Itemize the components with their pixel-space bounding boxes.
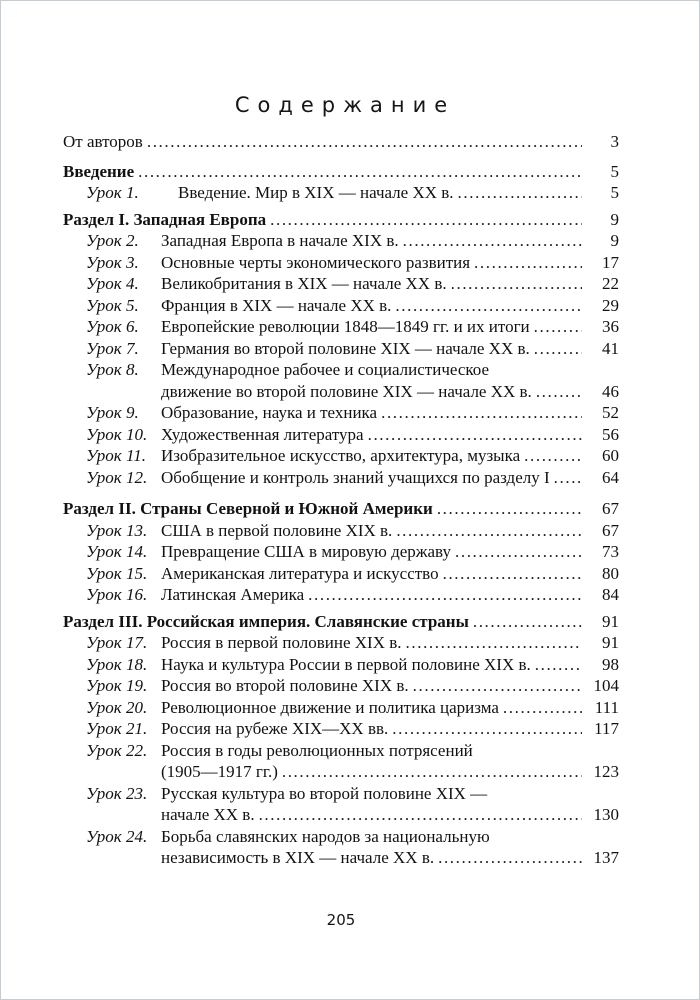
lesson-title-continued: начале XX в. xyxy=(161,805,255,824)
lesson-title-continued: движение во второй половине XIX — начале XX в. xyxy=(161,381,532,401)
dot-leader xyxy=(134,161,582,183)
page-number: 3 xyxy=(610,132,619,151)
page-number: 22 xyxy=(602,274,619,293)
dot-leader xyxy=(550,467,582,489)
lesson-label: Урок 5. xyxy=(86,295,139,315)
page-number: 91 xyxy=(602,611,619,631)
dot-leader xyxy=(439,563,582,585)
lesson-label: Урок 12. xyxy=(86,467,148,487)
toc-entry-urok-14 xyxy=(63,541,619,563)
page-number: 67 xyxy=(602,499,619,518)
dot-leader xyxy=(409,675,582,697)
section-title: Раздел II. Страны Северной и Южной Америки xyxy=(63,499,433,518)
toc-entry-urok-24-line2 xyxy=(63,847,619,869)
toc-entry-urok-16 xyxy=(63,584,619,606)
lesson-title: Революционное движение и политика царизма xyxy=(161,697,499,717)
lesson-title: Борьба славянских народов за национальную xyxy=(161,826,490,846)
toc-entry-urok-19 xyxy=(63,675,619,697)
lesson-title-continued: независимость в XIX — начале XX в. xyxy=(161,848,435,867)
lesson-title: Введение. Мир в XIX — начале XX в. xyxy=(178,183,454,202)
toc-section-razdel-1 xyxy=(63,209,619,231)
page-number: 117 xyxy=(594,719,619,738)
toc-entry-urok-22-line2 xyxy=(63,761,619,783)
lesson-label: Урок 14. xyxy=(86,542,148,561)
lesson-title: Образование, наука и техника xyxy=(161,403,378,422)
toc-entry-urok-13 xyxy=(63,520,619,542)
page-number: 98 xyxy=(602,654,619,674)
page-number: 9 xyxy=(610,231,619,250)
entry-title: От авторов xyxy=(63,132,143,151)
page-number: 41 xyxy=(602,338,619,358)
lesson-title: Германия во второй половине XIX — начале XX в. xyxy=(161,338,530,358)
page-number: 130 xyxy=(593,805,619,824)
section-title: Раздел III. Российская империя. Славянские страны xyxy=(63,611,469,631)
lesson-label: Урок 1. xyxy=(86,183,139,202)
page-number: 80 xyxy=(602,563,619,583)
lesson-label: Урок 23. xyxy=(86,783,148,803)
lesson-label: Урок 10. xyxy=(86,424,148,444)
dot-leader xyxy=(469,611,582,633)
toc-entry-urok-3 xyxy=(63,252,619,274)
lesson-title: Превращение США в мировую державу xyxy=(161,542,451,561)
lesson-title: Россия на рубеже XIX—XX вв. xyxy=(161,719,389,738)
lesson-title: Латинская Америка xyxy=(161,585,305,604)
dot-leader xyxy=(255,804,582,826)
toc-entry-ot-avtorov xyxy=(63,131,619,153)
page-number: 56 xyxy=(602,424,619,444)
dot-leader xyxy=(402,632,582,654)
lesson-label: Урок 17. xyxy=(86,633,148,652)
toc-entry-urok-10 xyxy=(63,424,619,446)
lesson-title: Европейские революции 1848—1849 гг. и их итоги xyxy=(161,317,530,336)
lesson-label: Урок 16. xyxy=(86,585,148,604)
dot-leader xyxy=(143,131,582,153)
dot-leader xyxy=(531,654,582,676)
dot-leader xyxy=(499,697,582,719)
dot-leader xyxy=(399,230,582,252)
page-number: 104 xyxy=(593,676,619,695)
lesson-label: Урок 11. xyxy=(86,446,146,465)
dot-leader xyxy=(391,295,582,317)
page-number: 123 xyxy=(593,762,619,781)
lesson-label: Урок 15. xyxy=(86,563,148,583)
toc-entry-urok-18 xyxy=(63,654,619,676)
lesson-title: Обобщение и контроль знаний учащихся по разделу I xyxy=(161,467,550,487)
toc-section-razdel-2 xyxy=(63,498,619,520)
lesson-label: Урок 6. xyxy=(86,317,139,336)
dot-leader xyxy=(266,209,582,231)
toc-entry-urok-8 xyxy=(63,359,619,381)
toc-entry-urok-2 xyxy=(63,230,619,252)
lesson-title: Основные черты экономического развития xyxy=(161,252,471,272)
toc-entry-urok-21 xyxy=(63,718,619,740)
lesson-label: Урок 13. xyxy=(86,520,148,540)
toc-entry-urok-24 xyxy=(63,826,619,848)
lesson-label: Урок 20. xyxy=(86,697,148,717)
section-title: Раздел I. Западная Европа xyxy=(63,209,267,229)
toc-entry-urok-4 xyxy=(63,273,619,295)
toc-entry-urok-8-line2 xyxy=(63,381,619,403)
lesson-label: Урок 18. xyxy=(86,654,148,674)
lesson-label: Урок 24. xyxy=(86,826,148,846)
lesson-label: Урок 9. xyxy=(86,403,139,422)
dot-leader xyxy=(454,182,582,204)
toc-entry-urok-20 xyxy=(63,697,619,719)
toc-entry-urok-1 xyxy=(63,182,619,204)
dot-leader xyxy=(520,445,582,467)
dot-leader xyxy=(451,541,582,563)
lesson-title: Изобразительное искусство, архитектура, музыка xyxy=(161,446,521,465)
page-number: 36 xyxy=(602,317,619,336)
dot-leader xyxy=(304,584,582,606)
toc-section-vvedenie xyxy=(63,161,619,183)
toc-entry-urok-12 xyxy=(63,467,619,489)
page-number: 64 xyxy=(602,467,619,487)
lesson-title-continued: (1905—1917 гг.) xyxy=(161,762,278,781)
dot-leader xyxy=(532,381,582,403)
lesson-title: Россия в годы революционных потрясений xyxy=(161,740,473,760)
page-number: 9 xyxy=(610,209,619,229)
lesson-title: Американская литература и искусство xyxy=(161,563,439,583)
page-number: 52 xyxy=(602,403,619,422)
lesson-title: Россия во второй половине XIX в. xyxy=(161,676,409,695)
dot-leader xyxy=(530,316,582,338)
toc-entry-urok-5 xyxy=(63,295,619,317)
page-number: 60 xyxy=(602,446,619,465)
dot-leader xyxy=(377,402,582,424)
lesson-title: Наука и культура России в первой половине XIX в. xyxy=(161,654,531,674)
dot-leader xyxy=(530,338,582,360)
dot-leader xyxy=(433,498,582,520)
toc-section-razdel-3 xyxy=(63,611,619,633)
page-number: 5 xyxy=(610,161,619,181)
lesson-title: Художественная литература xyxy=(161,424,364,444)
dot-leader xyxy=(470,252,582,274)
toc-entry-urok-17 xyxy=(63,632,619,654)
page-number: 137 xyxy=(593,848,619,867)
lesson-label: Урок 2. xyxy=(86,231,139,250)
toc-entry-urok-15 xyxy=(63,563,619,585)
page-number: 5 xyxy=(610,183,619,202)
dot-leader xyxy=(392,520,582,542)
page-title: Содержание xyxy=(234,93,456,117)
page-number: 29 xyxy=(602,295,619,315)
toc-entry-urok-23 xyxy=(63,783,619,805)
lesson-title: США в первой половине XIX в. xyxy=(161,520,393,540)
toc-entry-urok-7 xyxy=(63,338,619,360)
lesson-title: Великобритания в XIX — начале XX в. xyxy=(161,274,447,293)
page-number: 67 xyxy=(602,520,619,540)
lesson-label: Урок 3. xyxy=(86,252,139,272)
lesson-title: Франция в XIX — начале XX в. xyxy=(161,295,392,315)
lesson-title: Западная Европа в начале XIX в. xyxy=(161,231,399,250)
lesson-label: Урок 22. xyxy=(86,740,148,760)
dot-leader xyxy=(364,424,582,446)
page-number: 91 xyxy=(602,633,619,652)
section-title: Введение xyxy=(63,161,135,181)
page-number: 73 xyxy=(602,542,619,561)
page-number: 84 xyxy=(602,585,619,604)
page-number: 111 xyxy=(594,697,619,717)
lesson-label: Урок 7. xyxy=(86,338,139,358)
dot-leader xyxy=(278,761,582,783)
dot-leader xyxy=(388,718,582,740)
lesson-title: Международное рабочее и социалистическое xyxy=(161,360,490,379)
toc-entry-urok-11 xyxy=(63,445,619,467)
lesson-label: Урок 4. xyxy=(86,274,139,293)
page-number: 46 xyxy=(602,381,619,401)
toc-entry-urok-22 xyxy=(63,740,619,762)
page-number: 17 xyxy=(602,252,619,272)
lesson-title: Русская культура во второй половине XIX — xyxy=(161,783,488,803)
toc-entry-urok-9 xyxy=(63,402,619,424)
lesson-label: Урок 19. xyxy=(86,676,148,695)
dot-leader xyxy=(434,847,582,869)
lesson-label: Урок 8. xyxy=(86,360,139,379)
toc-entry-urok-6 xyxy=(63,316,619,338)
dot-leader xyxy=(447,273,582,295)
toc-entry-urok-23-line2 xyxy=(63,804,619,826)
lesson-label: Урок 21. xyxy=(86,719,148,738)
lesson-title: Россия в первой половине XIX в. xyxy=(161,633,402,652)
folio-page-number: 205 xyxy=(326,911,356,929)
